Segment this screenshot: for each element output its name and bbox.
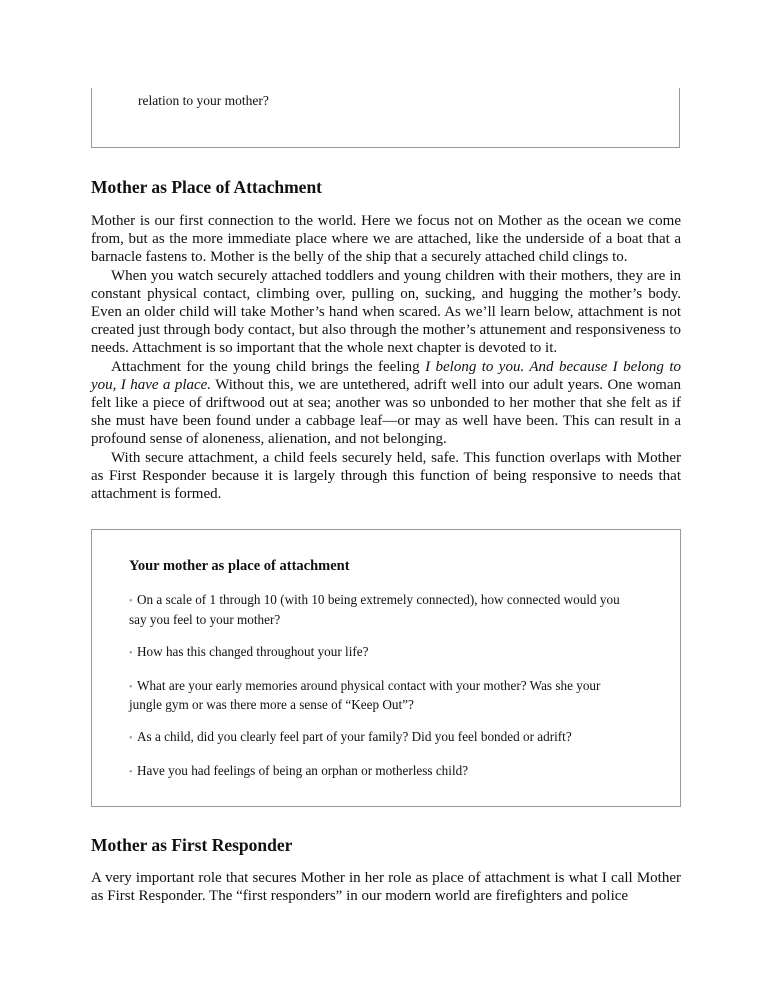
list-item (129, 591, 649, 628)
question-4: As a child, did you clearly feel part of your family? Did you feel bonded or adrift? (137, 729, 572, 744)
section-body-first-responder (91, 869, 681, 905)
paragraph-1: Mother is our first connection to the world. Here we focus not on Mother as the ocean we come from, but as the more immediate place where we are attached, like the underside of a boat that a barnacle fastens to. Mother is the belly of the ship that a securely attached child clings to. (91, 213, 681, 266)
paragraph-3 (91, 358, 681, 449)
section-heading-first-responder: Mother as First Responder (91, 835, 293, 855)
paragraph-4: With secure attachment, a child feels securely held, safe. This function overlaps with Mother as First Responder because it is largely through this function of being responsive to needs that attachment is formed. (91, 449, 681, 503)
bullet-icon: • (129, 767, 133, 778)
reflection-question-box (91, 529, 681, 807)
paragraph-2: When you watch securely attached toddlers and young children with their mothers, they are in constant physical contact, climbing over, pulling on, sucking, and hugging the mother’s body. Even an older child will take Mother’s hand when scared. As we’ll learn below, attachment is not created just through body contact, but also through the mother’s attunement and responsiveness to needs. Attachment is so important that the whole next chapter is devoted to it. (91, 267, 681, 357)
list-item (129, 677, 649, 714)
section-body-place-of-attachment (91, 212, 681, 503)
bullet-icon: • (129, 681, 133, 693)
question-list (129, 591, 649, 796)
question-2: How has this changed throughout your life? (137, 643, 369, 659)
question-5: Have you had feelings of being an orphan or motherless child? (137, 763, 469, 778)
question-box-title: Your mother as place of attachment (129, 558, 350, 574)
question-3-line-2: jungle gym or was there more a sense of “Keep Out”? (129, 697, 414, 712)
paragraph-first-responder: A very important role that secures Mother in her role as place of attachment is what I call Mother as First Responder. The “first responders” in our modern world are firefighters and police (91, 870, 681, 905)
paragraph-3-start: Attachment for the young child brings the feeling (111, 358, 426, 375)
paragraph-3-end: Without this, we are untethered, adrift well into our adult years. One woman felt like a piece of driftwood out at sea; another was so unbonded to her mother that she felt as if she must have been found under a cabbage leaf—or may as well have been. This can result in a profound sense of aloneness, alienation, and not belonging. (91, 376, 682, 448)
bullet-icon: • (129, 596, 133, 607)
section-heading-place-of-attachment: Mother as Place of Attachment (91, 177, 323, 197)
bullet-icon: • (129, 733, 133, 744)
question-1-line-2: say you feel to your mother? (129, 611, 281, 627)
question-1-line-1: On a scale of 1 through 10 (with 10 being extremely connected), how connected would you (137, 592, 620, 607)
list-item (129, 728, 649, 748)
previous-question-box (91, 88, 680, 148)
paragraph-3-italic-quote: I belong to you. And because I belong to you, I have a place. (91, 358, 681, 393)
question-3-line-1: What are your early memories around physical contact with your mother? Was she your (137, 677, 601, 693)
list-item (129, 643, 649, 663)
list-item (129, 762, 649, 782)
question-continuation-text: relation to your mother? (138, 93, 269, 108)
bullet-icon: • (129, 647, 133, 659)
